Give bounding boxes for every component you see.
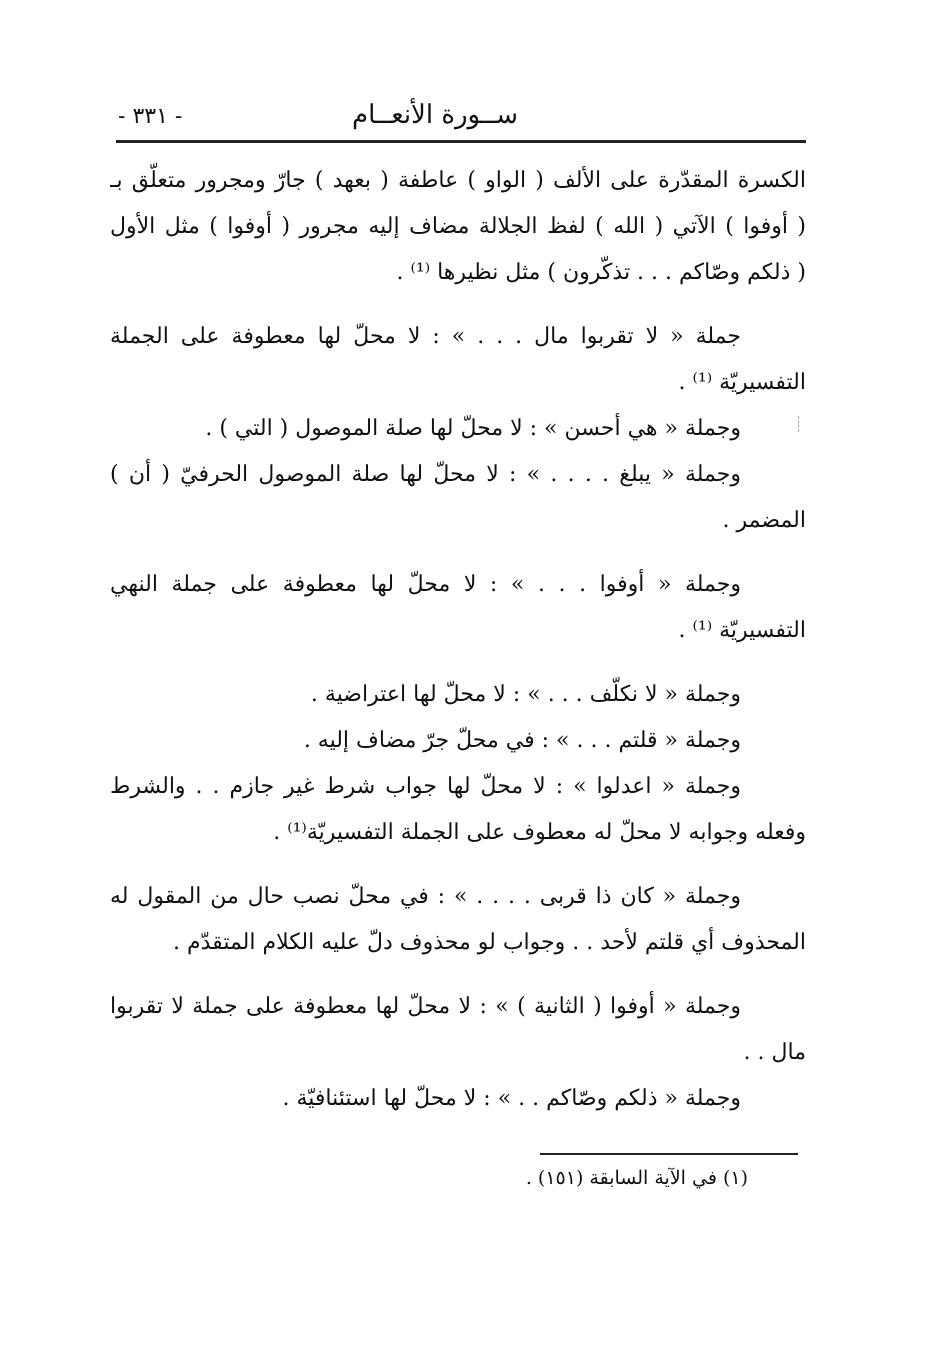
header-rule <box>116 140 806 143</box>
text-line: وجملة « أوفوا ( الثانية ) » : لا محلّ لها معطوفة على جملة لا تقربوا <box>110 994 741 1019</box>
text-line: وجملة « اعدلوا » : لا محلّ لها جواب شرط غير جازم . . والشرط <box>110 774 741 799</box>
text-line: وجملة « كان ذا قربى . . . . » : في محلّ نصب حال من المقول له <box>110 884 741 909</box>
footnote-rule <box>540 1153 798 1155</box>
body-text <box>110 158 806 1122</box>
text-line: المضمر . <box>722 508 806 533</box>
text-line: ( أوفوا ) الآتي ( الله ) لفظ الجلالة مضاف إليه مجرور ( أوفوا ) مثل الأول <box>110 214 806 239</box>
paragraph-gap <box>110 296 806 314</box>
text-line: ( ذلكم وصّاكم . . . تذكّرون ) مثل نظيرها ⁽¹⁾ . <box>396 260 806 285</box>
paragraph-gap <box>110 966 806 984</box>
surah-title: ســورة الأنعــام <box>352 100 518 130</box>
text-line: المحذوف أي قلتم لأحد . . وجواب لو محذوف دلّ عليه الكلام المتقدّم . <box>173 930 806 955</box>
page-number: - ٣٣١ - <box>118 104 183 129</box>
text-line: وجملة « قلتم . . . » : في محلّ جرّ مضاف إليه . <box>303 728 741 753</box>
text-line: وجملة « أوفوا . . . » : لا محلّ لها معطوفة على جملة النهي <box>110 572 741 597</box>
text-line: الكسرة المقدّرة على الألف ( الواو ) عاطفة ( بعهد ) جارّ ومجرور متعلّق بـ <box>110 168 806 193</box>
text-line: وفعله وجوابه لا محلّ له معطوف على الجملة التفسيريّة⁽¹⁾ . <box>273 820 806 845</box>
scan-mark <box>798 416 801 432</box>
text-line: مال . . <box>743 1040 806 1065</box>
text-line: وجملة « ذلكم وصّاكم . . » : لا محلّ لها استئنافيّة . <box>282 1086 741 1111</box>
text-line: التفسيريّة ⁽¹⁾ . <box>678 618 806 643</box>
page-header <box>118 100 806 140</box>
text-line: وجملة « لا نكلّف . . . » : لا محلّ لها اعتراضية . <box>310 682 741 707</box>
paragraph-gap <box>110 544 806 562</box>
text-line: وجملة « هي أحسن » : لا محلّ لها صلة الموصول ( التي ) . <box>205 416 741 441</box>
paragraph-gap <box>110 856 806 874</box>
paragraph-gap <box>110 654 806 672</box>
footnote: (١) في الآية السابقة (١٥١) . <box>525 1167 748 1189</box>
text-line: وجملة « يبلغ . . . . » : لا محلّ لها صلة الموصول الحرفيّ ( أن ) <box>110 462 741 487</box>
text-line: جملة « لا تقربوا مال . . . » : لا محلّ لها معطوفة على الجملة <box>110 324 741 349</box>
text-line: التفسيريّة ⁽¹⁾ . <box>678 370 806 395</box>
